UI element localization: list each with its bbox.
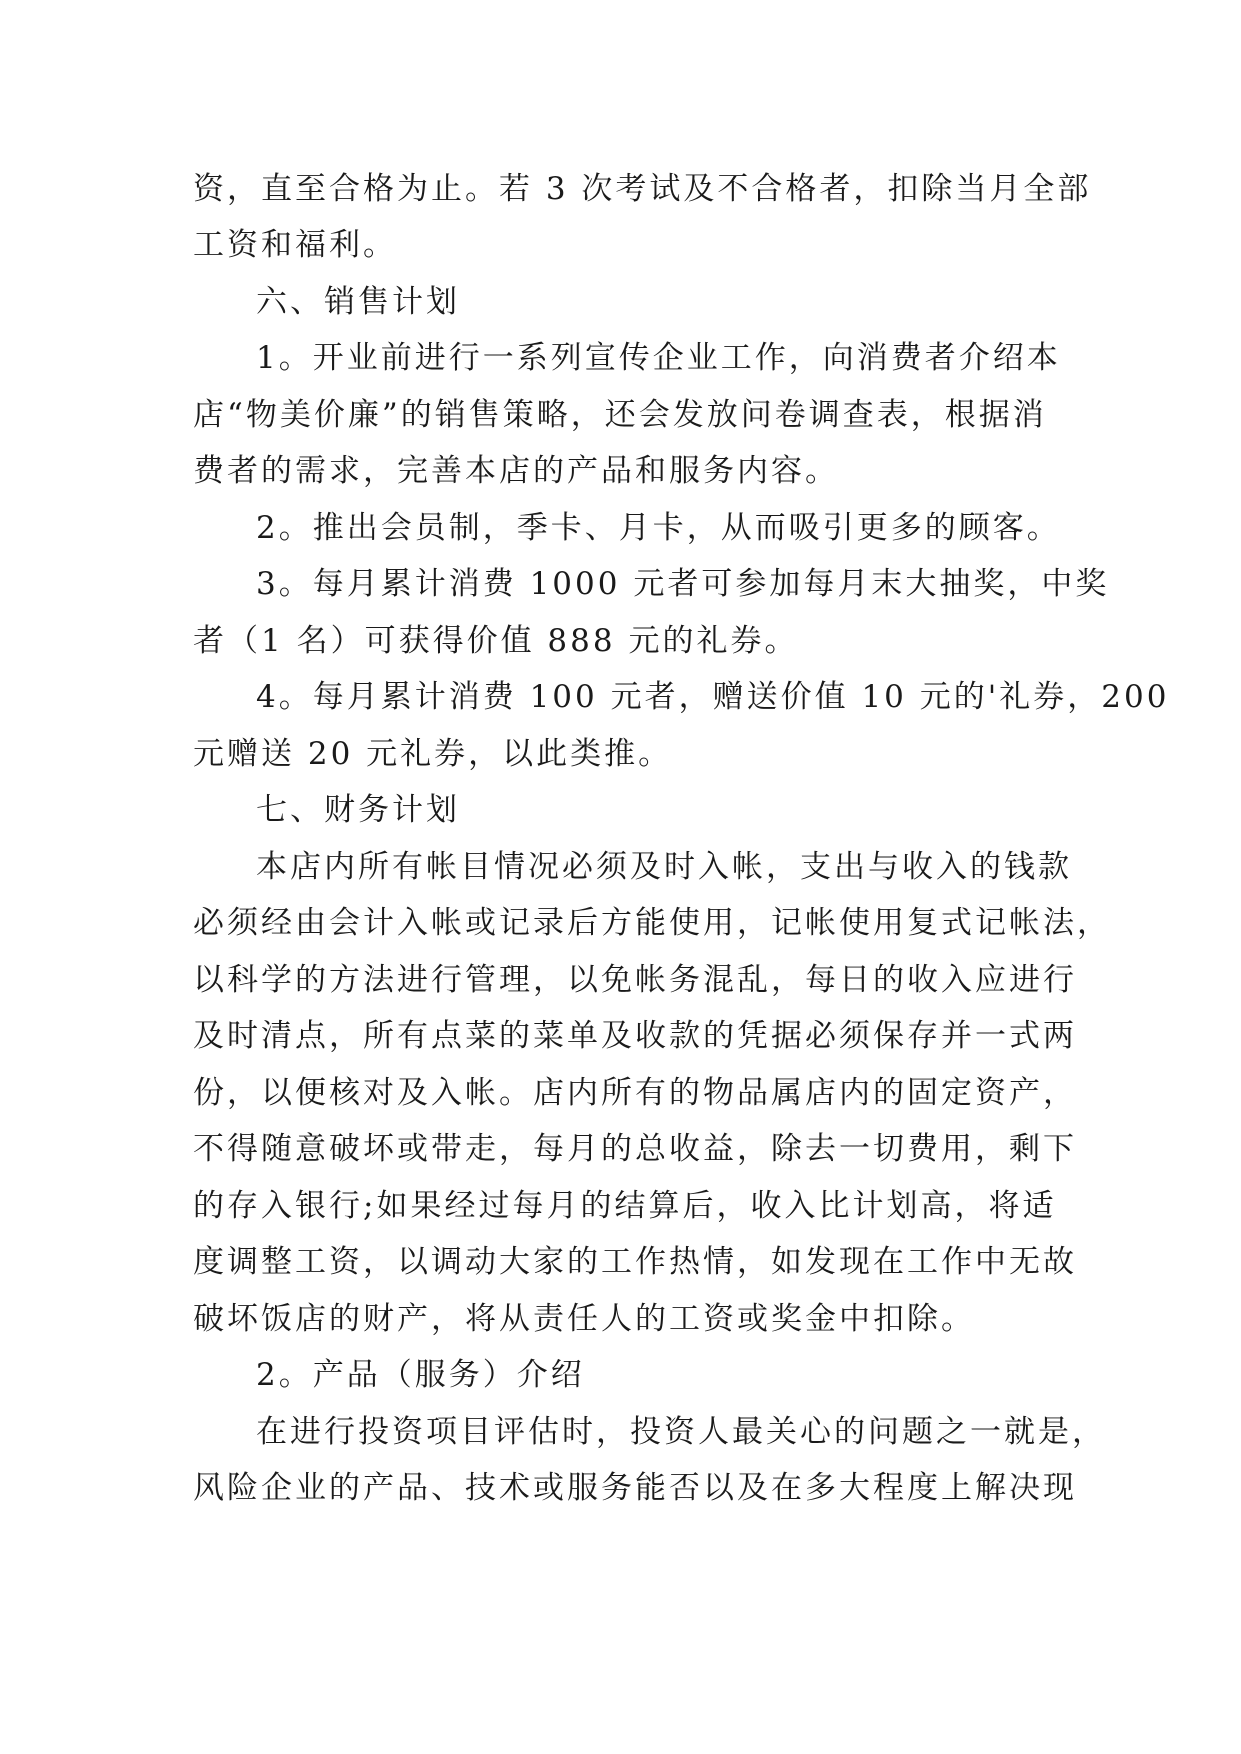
text-line-9: 者（1 名）可获得价值 888 元的礼券。 — [193, 623, 799, 659]
section-heading-sales-plan: 六、销售计划 — [256, 284, 460, 320]
text-line-19: 的存入银行;如果经过每月的结算后，收入比计划高，将适 — [193, 1188, 1057, 1224]
text-line-20: 度调整工资，以调动大家的工作热情，如发现在工作中无故 — [193, 1244, 1077, 1280]
text-line-10: 4。每月累计消费 100 元者，赠送价值 10 元的'礼券，200 — [256, 679, 1170, 715]
text-line-6: 费者的需求，完善本店的产品和服务内容。 — [193, 453, 839, 489]
text-line-7: 2。推出会员制，季卡、月卡，从而吸引更多的顾客。 — [256, 510, 1061, 546]
text-line-2: 工资和福利。 — [193, 227, 397, 263]
text-line-16: 及时清点，所有点菜的菜单及收款的凭据必须保存并一式两 — [193, 1018, 1077, 1054]
text-line-17: 份，以便核对及入帐。店内所有的物品属店内的固定资产， — [193, 1075, 1077, 1111]
text-line-11: 元赠送 20 元礼券，以此类推。 — [193, 736, 673, 772]
text-line-1: 资，直至合格为止。若 3 次考试及不合格者，扣除当月全部 — [193, 171, 1092, 207]
text-line-18: 不得随意破坏或带走，每月的总收益，除去一切费用，剩下 — [193, 1131, 1077, 1167]
text-line-14: 必须经由会计入帐或记录后方能使用，记帐使用复式记帐法， — [193, 905, 1111, 941]
text-line-23: 在进行投资项目评估时，投资人最关心的问题之一就是， — [256, 1414, 1106, 1450]
text-line-4: 1。开业前进行一系列宣传企业工作，向消费者介绍本 — [256, 340, 1061, 376]
section-heading-finance-plan: 七、财务计划 — [256, 792, 460, 828]
text-line-15: 以科学的方法进行管理，以免帐务混乱，每日的收入应进行 — [193, 962, 1077, 998]
text-line-8: 3。每月累计消费 1000 元者可参加每月末大抽奖，中奖 — [256, 566, 1110, 602]
text-line-13: 本店内所有帐目情况必须及时入帐，支出与收入的钱款 — [256, 849, 1072, 885]
text-line-21: 破坏饭店的财产，将从责任人的工资或奖金中扣除。 — [193, 1301, 975, 1337]
section-heading-product-intro: 2。产品（服务）介绍 — [256, 1357, 585, 1393]
text-line-5: 店“物美价廉”的销售策略，还会发放问卷调查表，根据消 — [193, 397, 1047, 433]
text-line-24: 风险企业的产品、技术或服务能否以及在多大程度上解决现 — [193, 1470, 1077, 1506]
